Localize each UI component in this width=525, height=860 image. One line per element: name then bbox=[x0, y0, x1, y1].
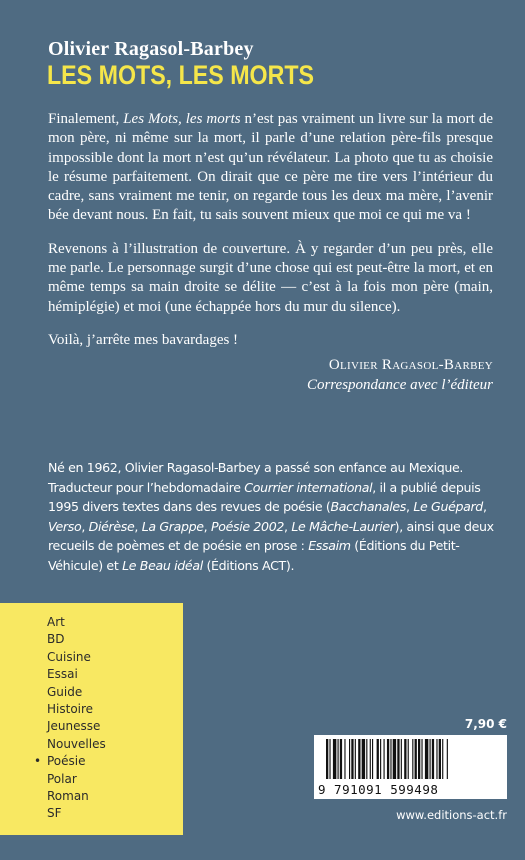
barcode-bar bbox=[447, 739, 448, 779]
bio-italic: Courrier international bbox=[244, 479, 373, 495]
genre-item-jeunesse: Jeunesse bbox=[47, 719, 101, 734]
barcode-bar bbox=[372, 739, 373, 779]
barcode-bar bbox=[408, 739, 409, 779]
barcode-bar bbox=[421, 739, 422, 779]
genre-item-poésie: • Poésie bbox=[47, 753, 106, 770]
barcode-bar bbox=[442, 739, 443, 779]
barcode-bars bbox=[326, 739, 498, 783]
barcode-bar bbox=[344, 739, 345, 779]
barcode-bar bbox=[401, 739, 402, 779]
barcode-bar bbox=[439, 739, 441, 779]
blurb bbox=[48, 110, 493, 395]
genre-item-histoire: Histoire bbox=[47, 702, 94, 717]
barcode-bar bbox=[358, 739, 360, 779]
barcode-bar bbox=[387, 739, 389, 779]
barcode-bar bbox=[393, 739, 396, 779]
genre-list bbox=[47, 614, 106, 823]
barcode-bar bbox=[329, 739, 330, 779]
barcode-bar bbox=[404, 739, 406, 779]
price: 7,90 € bbox=[464, 717, 507, 731]
bio-text: , bbox=[406, 499, 414, 515]
signature-source: Correspondance avec l’éditeur bbox=[306, 376, 493, 393]
barcode bbox=[314, 735, 507, 799]
bio-italic: Bacchanales bbox=[330, 499, 406, 515]
bio-text: (Éditions du Petit-Véhicule) et bbox=[48, 538, 460, 573]
bio-text: , il a publié depuis 1995 divers textes dans des revues de poésie ( bbox=[48, 479, 481, 515]
barcode-bar bbox=[397, 739, 399, 779]
genre-item-sf: SF bbox=[47, 806, 62, 821]
bio-italic: Essaim bbox=[308, 538, 351, 554]
barcode-bar bbox=[326, 739, 328, 779]
genre-item-essai: Essai bbox=[47, 667, 78, 682]
genre-item-polar: Polar bbox=[47, 771, 77, 786]
bio-text: , bbox=[203, 518, 211, 534]
bio-italic: Le Guépard bbox=[413, 499, 483, 515]
book-title: LES MOTS, LES MORTS bbox=[47, 60, 315, 90]
barcode-bar bbox=[349, 739, 350, 779]
barcode-bar bbox=[366, 739, 367, 779]
bio-italic: Le Beau idéal bbox=[122, 557, 203, 573]
signature bbox=[48, 356, 493, 395]
blurb-paragraph-3: Voilà, j’arrête mes bavardages ! bbox=[48, 331, 239, 348]
bio-italic: Poésie 2002 bbox=[210, 518, 285, 534]
barcode-bar bbox=[430, 739, 431, 779]
bio-text: , bbox=[81, 518, 89, 534]
bio-italic: Verso bbox=[48, 518, 82, 534]
genre-item-art: Art bbox=[47, 615, 65, 629]
author-name: Olivier Ragasol-Barbey bbox=[48, 38, 254, 60]
blurb-book-title: Les Mots, les morts bbox=[123, 111, 241, 127]
barcode-bar bbox=[436, 739, 437, 779]
author-bio bbox=[48, 458, 508, 576]
barcode-bar bbox=[377, 739, 379, 779]
barcode-bar bbox=[412, 739, 413, 779]
barcode-bar bbox=[355, 739, 356, 779]
bio-italic: Le Mâche-Laurier bbox=[291, 518, 395, 534]
bio-text: ), ainsi que deux recueils de poèmes et de poésie en prose : bbox=[48, 518, 494, 554]
blurb-text: n’est pas vraiment un livre sur la mort de mon père, ni même sur la mort, il parle d’une relation père-fils presque impossible dont la mort n’est qu’un révélateur. La photo que tu as choisie le résume parfaitement. On dirait que ce père me tire vers l’intérieur du cadre, sans vraiment me tenir, on regarde tous les deux ma mère, l’avenir bée devant nous. En fait, tu sais souvent mieux que moi ce qui me va ! bbox=[48, 111, 493, 224]
barcode-bar bbox=[338, 739, 339, 779]
genre-item-guide: Guide bbox=[47, 684, 83, 699]
barcode-bar bbox=[415, 739, 417, 779]
blurb-paragraph-2: Revenons à l’illustration de couverture. À y regarder d’un peu près, elle me parle. Le personnage surgit d’une chose qui est peut-être la mort, et en même temps sa main droite se délite — c’est à la fois mon père (main, hémiplégie) et moi (une échappée hors du mur du silence). bbox=[48, 240, 493, 315]
bio-text: , bbox=[284, 518, 292, 534]
barcode-bar bbox=[340, 739, 342, 779]
blurb-text: Finalement, bbox=[48, 111, 124, 127]
barcode-bar bbox=[351, 739, 353, 779]
barcode-bar bbox=[425, 739, 428, 779]
genre-item-nouvelles: Nouvelles bbox=[47, 736, 106, 751]
barcode-bar bbox=[390, 739, 391, 779]
bio-text: Né en 1962, Olivier Ragasol-Barbey a passé son enfance au Mexique. Traducteur pour l’hebdomadaire bbox=[48, 460, 464, 495]
barcode-bar bbox=[418, 739, 420, 779]
isbn-number: 9 791091 599498 bbox=[318, 782, 439, 797]
bio-italic: Diérèse bbox=[88, 518, 135, 534]
barcode-bar bbox=[370, 739, 371, 779]
barcode-bar bbox=[362, 739, 365, 779]
bio-italic: La Grappe bbox=[141, 518, 204, 534]
barcode-bar bbox=[432, 739, 434, 779]
blurb-paragraph-1 bbox=[48, 110, 493, 226]
barcode-bar bbox=[333, 739, 336, 779]
genre-item-cuisine: Cuisine bbox=[47, 649, 91, 664]
bio-text: , bbox=[134, 518, 142, 534]
barcode-bar bbox=[384, 739, 385, 779]
signature-name: Olivier Ragasol-Barbey bbox=[328, 357, 493, 374]
barcode-bar bbox=[380, 739, 381, 779]
bio-text: , bbox=[482, 499, 487, 515]
genre-item-roman: Roman bbox=[47, 789, 89, 804]
bio-text: (Éditions ACT). bbox=[202, 557, 295, 573]
publisher-website: www.editions-act.fr bbox=[396, 808, 507, 822]
genre-item-bd: BD bbox=[47, 632, 65, 647]
